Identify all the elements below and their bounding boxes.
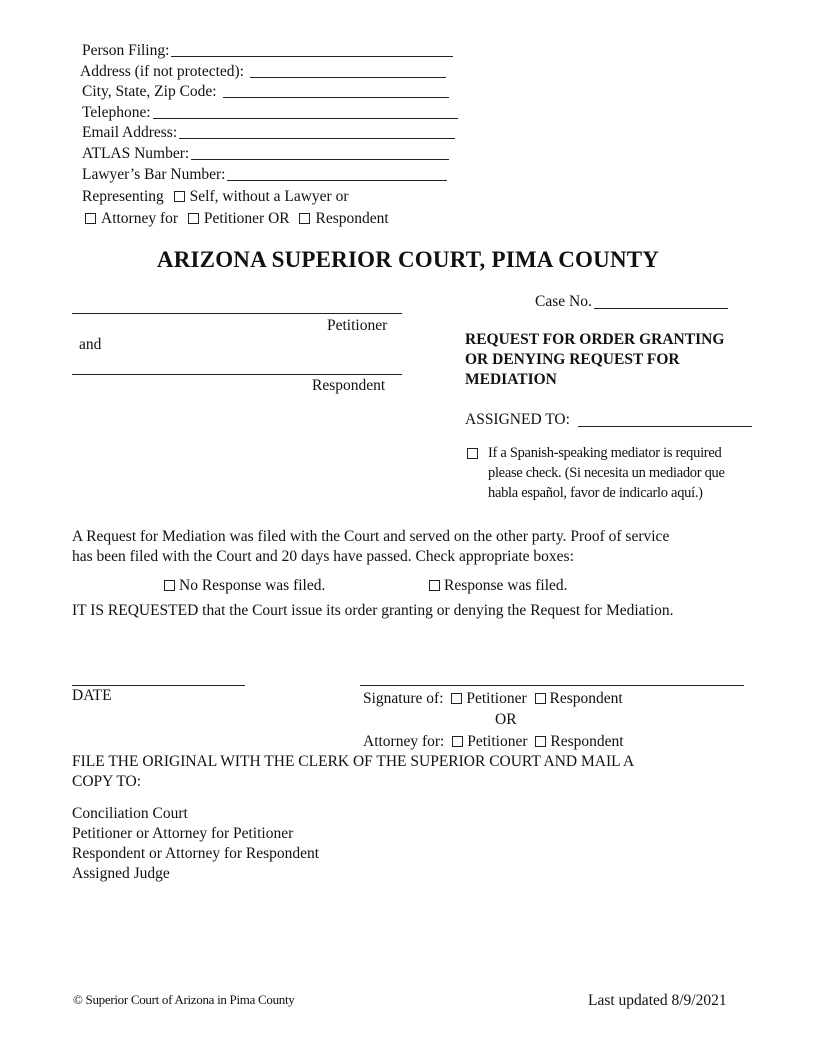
petitioner-label: Petitioner bbox=[327, 317, 388, 334]
recipient-item: Petitioner or Attorney for Petitioner bbox=[72, 825, 294, 842]
spanish-line-3: habla español, favor de indicarlo aquí.) bbox=[488, 485, 703, 501]
document-title-line-1: REQUEST FOR ORDER GRANTING bbox=[465, 331, 725, 348]
file-line-2: COPY TO: bbox=[72, 773, 142, 790]
signature-line[interactable] bbox=[360, 685, 744, 686]
assigned-to-line[interactable] bbox=[578, 426, 752, 427]
representing-row bbox=[82, 189, 349, 205]
signature-respondent-checkbox[interactable] bbox=[535, 693, 546, 704]
attorney-respondent-label: Respondent bbox=[550, 733, 624, 750]
respondent-name-line[interactable] bbox=[72, 374, 402, 375]
telephone-label: Telephone: bbox=[82, 104, 151, 121]
person-filing-field[interactable] bbox=[82, 43, 453, 59]
attorney-for-sig-row bbox=[363, 734, 624, 750]
signature-of-row bbox=[363, 691, 623, 707]
petitioner-checkbox[interactable] bbox=[188, 213, 199, 224]
respondent-label: Respondent bbox=[315, 210, 389, 227]
assigned-to-field[interactable] bbox=[465, 412, 752, 428]
spanish-mediator-note bbox=[488, 443, 725, 503]
email-field[interactable] bbox=[82, 125, 455, 141]
case-no-label: Case No. bbox=[535, 293, 592, 310]
self-checkbox[interactable] bbox=[174, 191, 185, 202]
file-instructions bbox=[72, 752, 634, 792]
document-title-line-3: MEDIATION bbox=[465, 371, 557, 388]
file-line-1: FILE THE ORIGINAL WITH THE CLERK OF THE SUPERIOR COURT AND MAIL A bbox=[72, 753, 635, 770]
request-statement: IT IS REQUESTED that the Court issue its order granting or denying the Request for Mediation. bbox=[72, 602, 674, 619]
recipient-item: Assigned Judge bbox=[72, 865, 170, 882]
response-label: Response was filed. bbox=[444, 577, 568, 594]
no-response-option[interactable] bbox=[164, 578, 325, 594]
attorney-petitioner-label: Petitioner bbox=[467, 733, 528, 750]
assigned-to-label: ASSIGNED TO: bbox=[465, 411, 570, 428]
atlas-number-line[interactable] bbox=[191, 159, 449, 160]
court-title: ARIZONA SUPERIOR COURT, PIMA COUNTY bbox=[156, 247, 660, 272]
email-label: Email Address: bbox=[82, 124, 178, 141]
signature-petitioner-label: Petitioner bbox=[466, 690, 527, 707]
recipients-list bbox=[72, 804, 319, 884]
recipient-item: Respondent or Attorney for Respondent bbox=[72, 845, 320, 862]
address-label: Address (if not protected): bbox=[80, 63, 244, 80]
city-state-zip-field[interactable] bbox=[82, 84, 449, 100]
no-response-checkbox[interactable] bbox=[164, 580, 175, 591]
case-no-line[interactable] bbox=[594, 308, 728, 309]
response-option[interactable] bbox=[429, 578, 568, 594]
no-response-label: No Response was filed. bbox=[179, 577, 326, 594]
spanish-mediator-checkbox[interactable] bbox=[467, 448, 478, 459]
city-state-zip-label: City, State, Zip Code: bbox=[82, 83, 217, 100]
document-title-line-2: OR DENYING REQUEST FOR bbox=[465, 351, 680, 368]
response-checkbox[interactable] bbox=[429, 580, 440, 591]
attorney-for-label: Attorney for bbox=[101, 210, 179, 227]
address-line[interactable] bbox=[250, 77, 446, 78]
recipient-item: Conciliation Court bbox=[72, 805, 188, 822]
attorney-for-row bbox=[85, 211, 389, 227]
address-field[interactable] bbox=[80, 64, 446, 80]
atlas-number-label: ATLAS Number: bbox=[82, 145, 190, 162]
attorney-respondent-checkbox[interactable] bbox=[535, 736, 546, 747]
person-filing-label: Person Filing: bbox=[82, 42, 170, 59]
document-title bbox=[465, 330, 724, 390]
signature-petitioner-checkbox[interactable] bbox=[451, 693, 462, 704]
attorney-petitioner-checkbox[interactable] bbox=[452, 736, 463, 747]
footer-copyright: © Superior Court of Arizona in Pima County bbox=[73, 992, 295, 1007]
bar-number-label: Lawyer’s Bar Number: bbox=[82, 166, 226, 183]
spanish-line-2: please check. (Si necesita un mediador que bbox=[488, 465, 725, 481]
signature-of-label: Signature of: bbox=[363, 690, 444, 707]
self-label: Self, without a Lawyer or bbox=[189, 188, 349, 205]
atlas-number-field[interactable] bbox=[82, 146, 449, 162]
footer-last-updated: Last updated 8/9/2021 bbox=[588, 992, 727, 1009]
person-filing-line[interactable] bbox=[171, 56, 453, 57]
mediation-paragraph bbox=[72, 527, 669, 567]
respondent-caption-label: Respondent bbox=[312, 377, 386, 394]
representing-label: Representing bbox=[82, 188, 164, 205]
petitioner-name-line[interactable] bbox=[72, 313, 402, 314]
case-no-field[interactable] bbox=[535, 294, 728, 310]
respondent-checkbox[interactable] bbox=[299, 213, 310, 224]
email-line[interactable] bbox=[179, 138, 455, 139]
attorney-for-checkbox[interactable] bbox=[85, 213, 96, 224]
signature-respondent-label: Respondent bbox=[549, 690, 623, 707]
city-state-zip-line[interactable] bbox=[223, 97, 449, 98]
spanish-line-1: If a Spanish-speaking mediator is required bbox=[488, 445, 722, 461]
paragraph-line-2: has been filed with the Court and 20 days have passed. Check appropriate boxes: bbox=[72, 548, 574, 565]
or-label: OR bbox=[495, 711, 517, 728]
petitioner-or-label: Petitioner OR bbox=[203, 210, 290, 227]
attorney-for-sig-label: Attorney for: bbox=[363, 733, 445, 750]
and-label: and bbox=[79, 336, 102, 353]
telephone-line[interactable] bbox=[153, 118, 458, 119]
telephone-field[interactable] bbox=[82, 105, 458, 121]
bar-number-line[interactable] bbox=[227, 180, 447, 181]
date-line[interactable] bbox=[72, 685, 245, 686]
bar-number-field[interactable] bbox=[82, 167, 447, 183]
paragraph-line-1: A Request for Mediation was filed with the Court and served on the other party. Proof of service bbox=[72, 528, 670, 545]
date-label: DATE bbox=[72, 687, 112, 704]
